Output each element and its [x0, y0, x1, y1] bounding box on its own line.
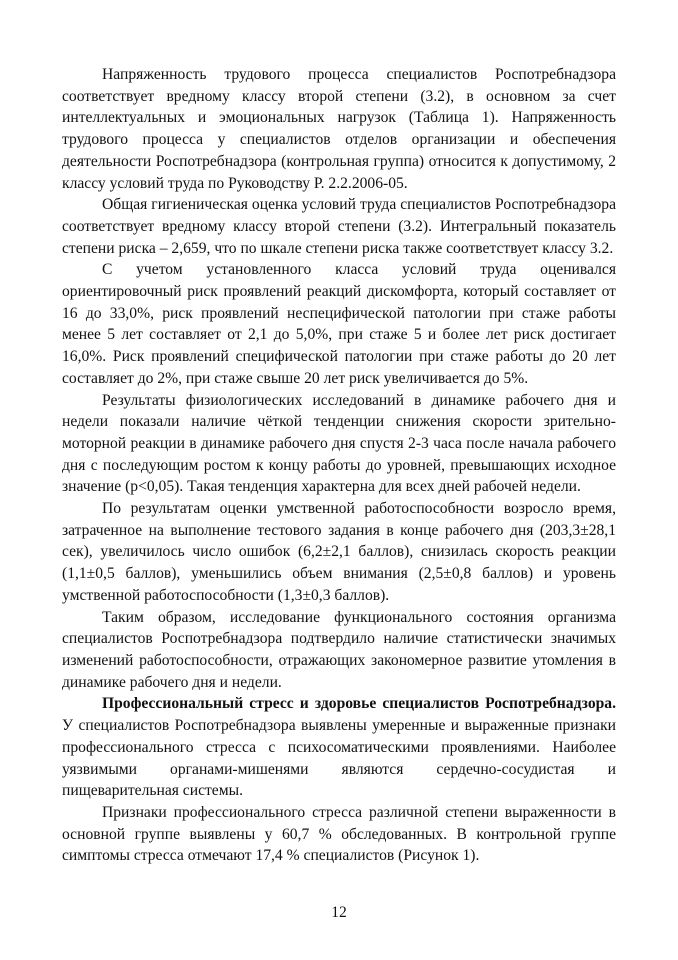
- paragraph-text: Общая гигиеническая оценка условий труда специалистов Роспотребнадзора соответствует вредному классу второй степени (3.2). Интегральный показатель степени риска – 2,659, что по шкале степени риска также соответствует классу 3.2.: [62, 196, 616, 257]
- paragraph-text: Напряженность трудового процесса специалистов Роспотребнадзора соответствует вредному классу второй степени (3.2), в основном за счет интеллектуальных и эмоциональных нагрузок (Таблица 1). Напряженность трудового процесса у специалистов отделов организации и обеспечения деятельности Роспотребнадзора (контрольная группа) относится к допустимому, 2 классу условий труда по Руководству Р. 2.2.2006-05.: [62, 66, 616, 192]
- paragraph-stress-prevalence: [62, 802, 616, 867]
- paragraph-text: Признаки профессионального стресса различной степени выраженности в основной группе выявлены у 60,7 % обследованных. В контрольной группе симптомы стресса отмечают 17,4 % специалистов (Рисунок 1).: [62, 803, 616, 865]
- paragraph-text: С учетом установленного класса условий труда оценивался ориентировочный риск проявлений реакций дискомфорта, который составляет от 16 до 33,0%, риск проявлений неспецифической патологии при стаже работы менее 5 лет составляет от 2,1 до 5,0%, при стаже 5 и более лет риск достигает 16,0%. Риск проявлений специфической патологии при стаже работы до 20 лет составляет до 2%, при стаже свыше 20 лет риск увеличивается до 5%.: [62, 261, 616, 387]
- paragraph-text: У специалистов Роспотребнадзора выявлены умеренные и выраженные признаки профессионального стресса с психосоматическими проявлениями. Наиболее уязвимыми органами-мишенями являются сердечно-сосудистая и пищеварительная системы.: [62, 717, 616, 800]
- paragraph-text: По результатам оценки умственной работоспособности возросло время, затраченное на выполнение тестового задания в конце рабочего дня (203,3±28,1 сек), увеличилось число ошибок (6,2±2,1 баллов), снизилась скорость реакции (1,1±0,5 баллов), уменьшились объем внимания (2,5±0,8 баллов) и уровень умственной работоспособности (1,3±0,3 баллов).: [62, 500, 616, 604]
- paragraph-physiological-results: [62, 390, 616, 499]
- paragraph-professional-stress: [62, 693, 616, 802]
- document-body: [62, 64, 616, 867]
- paragraph-labor-intensity: [62, 64, 616, 194]
- section-heading: Профессиональный стресс и здоровье специалистов Роспотребнадзора.: [102, 695, 616, 713]
- paragraph-conclusion: [62, 607, 616, 694]
- paragraph-mental-performance: [62, 498, 616, 607]
- page-number: 12: [331, 904, 347, 921]
- paragraph-text: Таким образом, исследование функционального состояния организма специалистов Роспотребнадзора подтвердило наличие статистически значимых изменений работоспособности, отражающих закономерное развитие утомления в динамике рабочего дня и недели.: [62, 608, 616, 691]
- paragraph-text: Результаты физиологических исследований в динамике рабочего дня и недели показали наличие чёткой тенденции снижения скорости зрительно-моторной реакции в динамике рабочего дня спустя 2-3 часа после начала рабочего дня с последующим ростом к концу работы до уровней, превышающих исходное значение (p<0,05). Такая тенденция характерна для всех дней рабочей недели.: [62, 391, 616, 496]
- paragraph-risk-estimate: [62, 259, 616, 389]
- paragraph-hygienic-assessment: [62, 194, 616, 259]
